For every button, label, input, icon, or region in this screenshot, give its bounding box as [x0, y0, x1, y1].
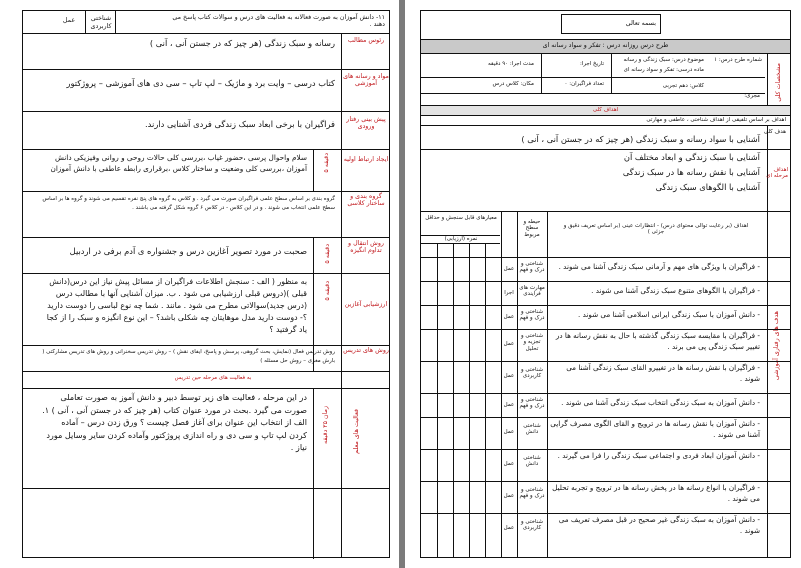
info-duration: مدت اجرا: ۹۰ دقیقه: [488, 61, 534, 67]
info-teacher: مجری:: [744, 93, 760, 99]
goal-row-1-domain: شناختی و درک و فهم: [519, 261, 545, 274]
text-prereq: فراگیران با برخی ابعاد سبک زندگی فردی آشنایی دارند.: [145, 119, 335, 129]
goal-row-6-sub: عمل: [503, 402, 515, 408]
teacher-time: زمان ۲۵ دقیقه: [322, 406, 329, 445]
general-info-label: مشخصات کلی: [775, 63, 782, 102]
goal-row-8: - دانش آموزان ابعاد فردی و اجتماعی سبک زندگی را فرا می گیرند .: [557, 451, 760, 460]
text-topics: رسانه و سبک زندگی (هر چیز که در جستن آنی ، آنی ): [149, 38, 335, 48]
goal-row-4-sub: عمل: [503, 341, 515, 347]
goal-row-10: - دانش آموزان به سبک زندگی غیر صحیح در قبل مصرف تعریف می شوند .: [558, 515, 760, 535]
info-date: تاریخ اجرا:: [579, 61, 604, 67]
goal-row-10-sub: عمل: [503, 525, 515, 531]
text-materials: کتاب درسی – وایت برد و ماژیک – لپ تاپ – سی دی های آموزشی – پروژکتور: [66, 78, 335, 88]
goal-row-5-domain: شناختی و کاربردی: [521, 367, 543, 380]
goal-row-10-domain: شناختی و کاربردی: [521, 519, 543, 532]
goal-row-9-domain: شناختی و درک و فهم: [519, 487, 545, 500]
text-initial-eval: به منظور ( الف : سنجش اطلاعات فراگیران از مسائل پیش نیاز این درس(دانش قبلی )(دروس قبلی ارزشیابی می شود . ب. میزان آشنایی آنها با مطالب درس (درس جدید)سوالاتی مطرح می شود . مانند . شما چه نوع لباسی را دوست دارید ؟- دوست دارید مدل موهایتان چه شکلی باشد؟ – این نوع انگیزه و سبک را از کجا یاد گرفتید ؟: [46, 277, 307, 335]
stage-goals-label: اهداف مرحله ای: [766, 167, 788, 180]
side-label-behavioral: هدف های رفتاری آموزشی: [773, 311, 780, 381]
goal-row-3-sub: عمل: [503, 314, 515, 320]
top-score: عمل: [62, 17, 76, 24]
goal-row-4-domain: شناختی و تجزیه و تحلیل: [521, 333, 543, 352]
page-left: [0, 0, 399, 568]
bismillah-box: [561, 14, 661, 34]
bismillah-text: بسمه تعالی: [625, 20, 656, 27]
goal-row-3: - دانش آموزان با سبک زندگی ایرانی اسلامی آشنا می شوند .: [578, 310, 760, 319]
info-plan-number: شماره طرح درس: ۱: [714, 57, 762, 63]
info-subject: موضوع درس: سبک زندگی و رسانه: [623, 57, 704, 63]
text-motivation: صحبت در مورد تصویر آغازین درس و جشنواره ی آدم برفی در اردبیل: [69, 246, 307, 256]
label-initial-eval: ارزشیابی آغازین: [344, 301, 388, 308]
right-page-frame: [420, 10, 791, 558]
goal-row-2: - فراگیران با الگوهای متنوع سبک زندگی آشنا می شوند .: [591, 286, 760, 295]
goal-row-7-domain: شناختی دانش: [523, 423, 541, 436]
page-right: [405, 0, 801, 568]
label-prereq: پیش بینی رفتار ورودی: [346, 116, 386, 131]
goal-row-5-sub: عمل: [503, 373, 515, 379]
time-rapport: ۵ دقیقه: [323, 153, 330, 173]
objectives-sub: اهداف بر اساس تلفیقی از اهداف شناختی ، عاطفی و مهارتی: [646, 117, 786, 123]
goal-row-6: - دانش آموزان به سبک زندگی انتخاب سبک زندگی آشنا می شوند .: [561, 398, 760, 407]
top-domain: شناختی: [90, 15, 112, 22]
goal-row-9-sub: عمل: [503, 493, 515, 499]
title-bar: [421, 39, 790, 54]
label-grouping: گروه بندی و ساختار کلاسی: [347, 193, 385, 208]
label-rapport: ایجاد ارتباط اولیه: [343, 156, 389, 163]
goal-row-2-domain: مهارت های فرایندی: [519, 285, 545, 298]
goal-row-5: - فراگیران با نقش رسانه ها در تغییرو القای سبک زندگی آشنا می شوند .: [566, 363, 760, 383]
goal-row-9: - فراگیران با انواع رسانه ها در پخش رسانه ها در ترویج و تجربه تحلیل می شوند .: [552, 483, 760, 503]
goal-text: آشنایی با سواد رسانه و سبک زندگی (هر چیز که در جستن آنی ، آنی ): [521, 134, 760, 144]
label-materials: مواد و رسانه های آموزشی: [343, 73, 389, 88]
plan-title: طرح درس روزانه درس : تفکر و سواد رسانه ای: [542, 42, 669, 49]
th-criteria: معیارهای قابل سنجش و حداقل: [425, 215, 497, 221]
goal-label: هدف کلی: [763, 129, 786, 135]
teacher-text: در این مرحله ، فعالیت های زیر توسط دبیر و دانش آموز به صورت تعاملی صورت می گیرد .بحث در مورد عنوان کتاب (هر چیز که در جستن آنی ، آنی ) ۱. الف از انتخاب این عنوان برای آغاز فصل چیست ؟ ورق زدن درس – آماده کردن لپ تاپ و سی دی و راه اندازی پروژکتور وآماده کردن سایر وسایل مورد نیاز .: [42, 392, 307, 453]
left-page-frame: [22, 10, 390, 558]
goal-row-1-sub: عمل: [503, 266, 515, 272]
info-count: تعداد فراگیران: ۰: [564, 81, 604, 87]
goal-row-6-domain: شناختی و درک و فهم: [519, 397, 545, 410]
text-methods: روش تدریس فعال (نمایش، بحث گروهی، پرسش و پاسخ، ایفای نقش ) – روش تدریس سخنرانی و روش های تدریس مشارکتی ( بارش مغزی – روش حل مسئله ): [42, 349, 335, 364]
goal-row-7-sub: عمل: [503, 429, 515, 435]
info-class: کلاس: دهم تجربی: [662, 83, 704, 89]
time-initial-eval: ۵ دقیقه: [324, 281, 331, 301]
time-motivation: ۵ دقیقه: [324, 244, 331, 264]
top-sub: کاربردی: [90, 23, 112, 30]
goal-row-8-sub: عمل: [503, 461, 515, 467]
teacher-activity-label: فعالیت های معلم: [353, 409, 360, 454]
stage-goal-2: آشنایی با نقش رسانه ها در سبک زندگی: [622, 167, 760, 177]
info-lesson: ماده درسی: تفکر و سواد رسانه ای: [623, 67, 704, 73]
objectives-header: اهداف کلی: [592, 107, 619, 113]
th-domain: حیطه و سطح مربوط: [523, 219, 541, 238]
stage-goal-3: آشنایی با الگوهای سبک زندگی: [655, 182, 760, 192]
goal-row-4: - فراگیران با مقایسه سبک زندگی گذشته با حال به نقش رسانه ها در تغییر سبک زندگی پی می برند .: [555, 331, 760, 351]
goal-row-3-domain: شناختی و درک و فهم: [519, 309, 545, 322]
text-grouping: گروه بندی بر اساس سطح علمی فراگیران صورت می گیرد . و کلاس به گروه های پنج نفره تقسیم می شوند و گروه ها بر اساس سطح علمی انتخاب می شوند . و در این کلاس - در کلاس ۶ گروه شکل گرفته می باشند .: [42, 196, 335, 211]
label-topics: رئوس مطالب: [347, 37, 385, 44]
goal-row-1: - فراگیران با ویژگی های مهم و آرمانی سبک زندگی آشنا می شوند .: [558, 262, 760, 271]
th-scores: نمره (ارزیابی): [444, 236, 478, 242]
text-rapport: سلام واحوال پرسی ،حضور غیاب ،بررسی کلی حالات روحی و روانی وفیزیکی دانش آموزان ،بررسی کلی وضعیت و ساختار کلاس ،برقراری رابطه عاطفی با دانش آموزان: [50, 153, 307, 174]
top-question: ۱۱- دانش آموزان به صورت فعالانه به فعالیت های درس و سوالات کتاب پاسخ می دهند .: [172, 14, 385, 29]
goal-row-2-sub: اجرا: [504, 290, 514, 296]
label-methods: روش های تدریس: [343, 347, 389, 354]
section-header: به فعالیت های مرحله حین تدریس: [174, 375, 252, 381]
goal-row-7: - دانش آموزان با نقش رسانه ها در ترویج و القای الگوی مصرف گرایی آشنا می شوند .: [550, 419, 760, 439]
stage-goal-1: آشنایی با سبک زندگی و ابعاد مختلف آن: [623, 152, 760, 162]
goal-row-8-domain: شناختی دانش: [523, 455, 541, 468]
label-motivation: روش انتقال و تداوم انگیزه: [348, 240, 384, 255]
th-goals: اهداف (بر رعایت توالی محتوای درس) - انتظارات عینی (بر اساس تعریف دقیق و جزئی ): [563, 223, 749, 236]
info-place: مکان: کلاس درس: [492, 81, 534, 87]
